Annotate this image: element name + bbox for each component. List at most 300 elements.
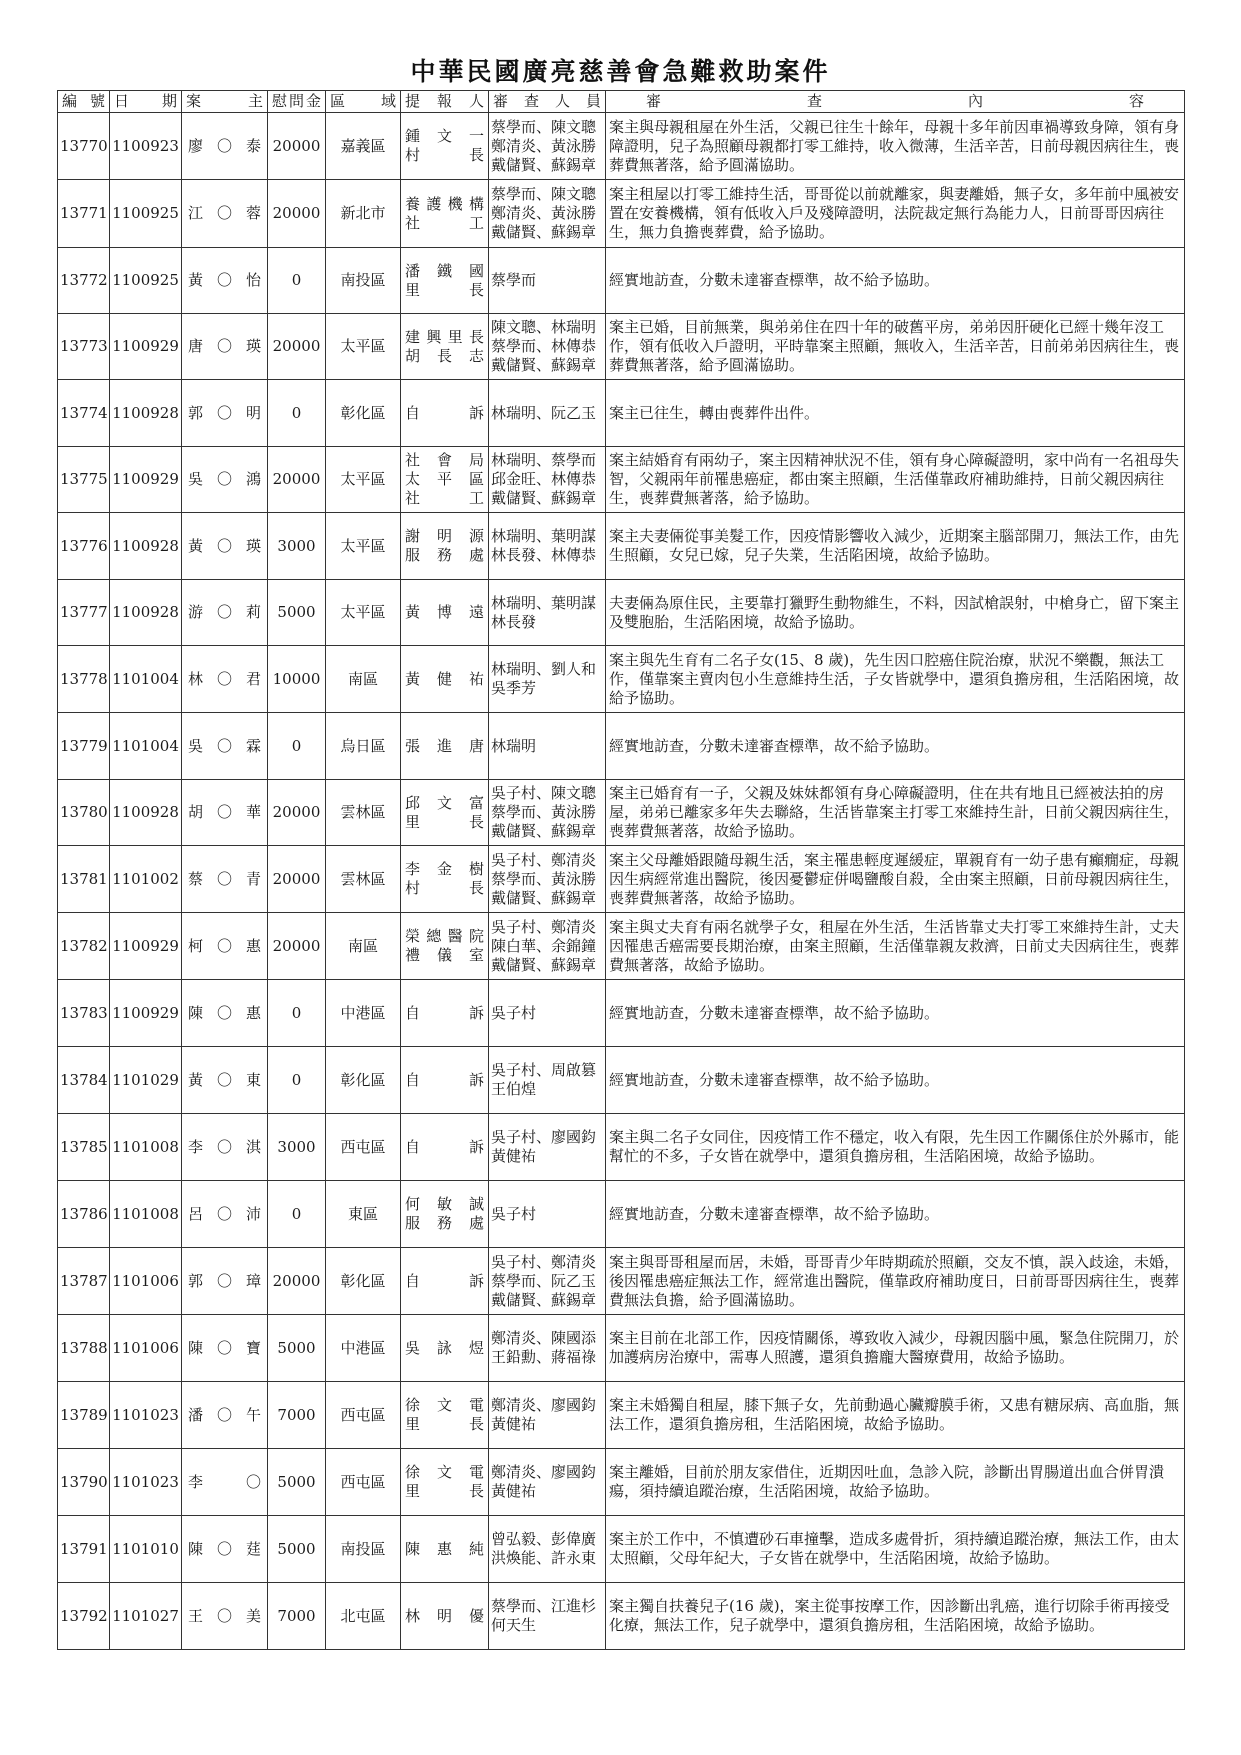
reviewer-line: 鄭清炎、廖國鈞 bbox=[491, 1463, 597, 1481]
reviewers-cell bbox=[489, 314, 606, 380]
case-date: 1101008 bbox=[110, 1181, 182, 1248]
review-content: 案主獨自扶養兒子(16 歲)，案主從事按摩工作，因診斷出乳癌，進行切除手術再接受化療，無法工作，兒子就學中，還須負擔房租，生活陷困境，故給予協助。 bbox=[606, 1583, 1185, 1650]
case-date: 1100929 bbox=[110, 447, 182, 513]
reviewer-line: 戴儲賢、蘇錫章 bbox=[491, 888, 597, 907]
case-region: 中港區 bbox=[326, 980, 401, 1047]
reviewer-line: 蔡學而、陳文聰 bbox=[491, 117, 597, 136]
reviewers-cell bbox=[489, 1516, 606, 1583]
case-region: 雲林區 bbox=[326, 780, 401, 846]
case-number: 13785 bbox=[58, 1114, 110, 1181]
relief-amount: 0 bbox=[268, 248, 326, 314]
reviewer-line: 林瑞明、劉人和 bbox=[491, 660, 597, 678]
reporter-line: 黃健祐 bbox=[405, 669, 484, 688]
reviewers-cell bbox=[489, 1583, 606, 1650]
table-row bbox=[58, 1114, 1185, 1181]
reporter-cell bbox=[401, 1114, 489, 1181]
reporter-line: 李金樹 bbox=[405, 860, 484, 878]
reporter-cell bbox=[401, 1516, 489, 1583]
case-date: 1100929 bbox=[110, 980, 182, 1047]
case-number: 13788 bbox=[58, 1315, 110, 1382]
relief-amount: 0 bbox=[268, 380, 326, 447]
table-row bbox=[58, 846, 1185, 913]
case-date: 1101004 bbox=[110, 713, 182, 780]
table-row bbox=[58, 780, 1185, 846]
applicant-name: 林〇君 bbox=[182, 646, 268, 713]
relief-cases-table bbox=[57, 90, 1185, 1650]
reporter-line: 里長 bbox=[405, 280, 484, 299]
reporter-line: 建興里長 bbox=[405, 327, 484, 346]
table-row bbox=[58, 314, 1185, 380]
reporter-cell bbox=[401, 513, 489, 580]
table-row bbox=[58, 1516, 1185, 1583]
reporter-line: 太平區 bbox=[405, 470, 484, 488]
review-content: 經實地訪查，分數未達審查標準，故不給予協助。 bbox=[606, 1047, 1185, 1114]
reporter-line: 謝明源 bbox=[405, 527, 484, 545]
relief-amount: 5000 bbox=[268, 1315, 326, 1382]
applicant-name: 陳〇惠 bbox=[182, 980, 268, 1047]
applicant-name: 潘〇午 bbox=[182, 1382, 268, 1449]
reporter-line: 里長 bbox=[405, 1482, 484, 1500]
reporter-line: 養護機構 bbox=[405, 194, 484, 213]
header-applicant: 案主 bbox=[182, 91, 268, 113]
reviewer-line: 蔡學而、林傳恭 bbox=[491, 337, 597, 355]
reporter-cell bbox=[401, 314, 489, 380]
case-number: 13784 bbox=[58, 1047, 110, 1114]
relief-amount: 20000 bbox=[268, 447, 326, 513]
reporter-line: 里長 bbox=[405, 1415, 484, 1433]
case-number: 13778 bbox=[58, 646, 110, 713]
review-content: 案主結婚育有兩幼子，案主因精神狀況不佳，領有身心障礙證明，家中尚有一名祖母失智，父親兩年前罹患癌症，都由案主照顧，生活僅靠政府補助維持，日前父親因病往生，喪葬費無著落，給予協助。 bbox=[606, 447, 1185, 513]
reviewer-line: 鄭清炎、陳國添 bbox=[491, 1329, 597, 1347]
reporter-cell bbox=[401, 846, 489, 913]
applicant-name: 郭〇璋 bbox=[182, 1248, 268, 1315]
review-content: 案主與先生育有二名子女(15、8 歲)，先生因口腔癌住院治療，狀況不樂觀，無法工作，僅靠案主賣肉包小生意維持生活，子女皆就學中，還須負擔房租，生活陷困境，故給予協助。 bbox=[606, 646, 1185, 713]
table-row bbox=[58, 1382, 1185, 1449]
review-content: 案主租屋以打零工維持生活，哥哥從以前就離家，與妻離婚，無子女，多年前中風被安置在安養機構，領有低收入戶及殘障證明，法院裁定無行為能力人，日前哥哥因病往生，無力負擔喪葬費，給予協助。 bbox=[606, 180, 1185, 248]
review-content: 夫妻倆為原住民，主要靠打獵野生動物維生，不料，因試槍誤射，中槍身亡，留下案主及雙胞胎，生活陷困境，故給予協助。 bbox=[606, 580, 1185, 646]
reviewer-line: 黃健祐 bbox=[491, 1415, 537, 1433]
reporter-line: 吳詠煜 bbox=[405, 1338, 484, 1357]
case-date: 1100925 bbox=[110, 248, 182, 314]
case-number: 13786 bbox=[58, 1181, 110, 1248]
case-date: 1100928 bbox=[110, 580, 182, 646]
case-number: 13787 bbox=[58, 1248, 110, 1315]
reporter-line: 張進唐 bbox=[405, 736, 484, 755]
reporter-cell bbox=[401, 180, 489, 248]
applicant-name: 江〇蓉 bbox=[182, 180, 268, 248]
case-date: 1100928 bbox=[110, 780, 182, 846]
reviewers-cell bbox=[489, 1181, 606, 1248]
relief-amount: 5000 bbox=[268, 1449, 326, 1516]
reporter-line: 鍾文一 bbox=[405, 127, 484, 145]
reviewer-line: 陳白華、余錦鐘 bbox=[491, 936, 597, 955]
case-date: 1100923 bbox=[110, 113, 182, 180]
reviewer-line: 戴儲賢、蘇錫章 bbox=[491, 955, 597, 974]
reviewer-line: 林長發 bbox=[491, 612, 537, 631]
relief-amount: 0 bbox=[268, 980, 326, 1047]
reporter-line: 社會局 bbox=[405, 451, 484, 469]
relief-amount: 20000 bbox=[268, 846, 326, 913]
table-row bbox=[58, 713, 1185, 780]
table-row bbox=[58, 580, 1185, 646]
review-content: 案主已婚，目前無業，與弟弟住在四十年的破舊平房，弟弟因肝硬化已經十幾年沒工作，領有低收入戶證明，平時靠案主照顧，無收入，生活辛苦，日前弟弟因病往生，喪葬費無著落，給予圓滿協助。 bbox=[606, 314, 1185, 380]
case-number: 13780 bbox=[58, 780, 110, 846]
reporter-line: 邱文富 bbox=[405, 793, 484, 812]
table-row bbox=[58, 248, 1185, 314]
reporter-cell bbox=[401, 780, 489, 846]
reviewer-line: 林瑞明 bbox=[491, 736, 537, 755]
header-date: 日期 bbox=[110, 91, 182, 113]
reporter-line: 林明優 bbox=[405, 1606, 484, 1625]
reviewer-line: 戴儲賢、蘇錫章 bbox=[491, 1290, 597, 1309]
review-content: 案主未婚獨自租屋，膝下無子女，先前動過心臟瓣膜手術，又患有糖尿病、高血脂，無法工作，還須負擔房租，生活陷困境，故給予協助。 bbox=[606, 1382, 1185, 1449]
reporter-line: 服務處 bbox=[405, 1214, 484, 1232]
case-region: 南投區 bbox=[326, 1516, 401, 1583]
reviewer-line: 林瑞明、蔡學而 bbox=[491, 451, 597, 469]
case-date: 1100925 bbox=[110, 180, 182, 248]
reporter-cell bbox=[401, 113, 489, 180]
case-date: 1101006 bbox=[110, 1248, 182, 1315]
reporter-line: 村長 bbox=[405, 879, 484, 897]
reporter-cell bbox=[401, 1449, 489, 1516]
case-region: 新北市 bbox=[326, 180, 401, 248]
case-date: 1101008 bbox=[110, 1114, 182, 1181]
applicant-name: 柯〇惠 bbox=[182, 913, 268, 980]
reporter-cell bbox=[401, 646, 489, 713]
reviewer-line: 鄭清炎、黃泳勝 bbox=[491, 204, 597, 222]
applicant-name: 王〇美 bbox=[182, 1583, 268, 1650]
relief-amount: 20000 bbox=[268, 314, 326, 380]
case-date: 1101006 bbox=[110, 1315, 182, 1382]
reporter-line: 禮儀室 bbox=[405, 946, 484, 964]
reporter-line: 自訴 bbox=[405, 1003, 484, 1022]
review-content: 經實地訪查，分數未達審查標準，故不給予協助。 bbox=[606, 248, 1185, 314]
reviewer-line: 戴儲賢、蘇錫章 bbox=[491, 822, 597, 840]
table-row bbox=[58, 913, 1185, 980]
reviewer-line: 黃健祐 bbox=[491, 1482, 537, 1500]
table-body bbox=[58, 113, 1185, 1650]
applicant-name: 黃〇怡 bbox=[182, 248, 268, 314]
review-content: 案主於工作中，不慎遭砂石車撞擊，造成多處骨折，須持續追蹤治療，無法工作，由太太照顧，父母年紀大，子女皆在就學中，生活陷困境，故給予協助。 bbox=[606, 1516, 1185, 1583]
table-header-row bbox=[58, 91, 1185, 113]
reporter-cell bbox=[401, 1181, 489, 1248]
relief-amount: 7000 bbox=[268, 1583, 326, 1650]
table-row bbox=[58, 180, 1185, 248]
case-region: 東區 bbox=[326, 1181, 401, 1248]
reporter-cell bbox=[401, 1583, 489, 1650]
reporter-line: 自訴 bbox=[405, 1271, 484, 1290]
applicant-name: 陳〇莛 bbox=[182, 1516, 268, 1583]
applicant-name: 郭〇明 bbox=[182, 380, 268, 447]
reporter-line: 徐文電 bbox=[405, 1396, 484, 1414]
case-number: 13789 bbox=[58, 1382, 110, 1449]
review-content: 經實地訪查，分數未達審查標準，故不給予協助。 bbox=[606, 1181, 1185, 1248]
reviewer-line: 吳子村、廖國鈞 bbox=[491, 1128, 597, 1146]
reviewers-cell bbox=[489, 113, 606, 180]
case-region: 西屯區 bbox=[326, 1114, 401, 1181]
case-date: 1101002 bbox=[110, 846, 182, 913]
relief-amount: 10000 bbox=[268, 646, 326, 713]
reporter-line: 社工 bbox=[405, 489, 484, 507]
case-number: 13777 bbox=[58, 580, 110, 646]
reviewer-line: 蔡學而、黃泳勝 bbox=[491, 869, 597, 888]
review-content: 經實地訪查，分數未達審查標準，故不給予協助。 bbox=[606, 980, 1185, 1047]
reporter-cell bbox=[401, 1382, 489, 1449]
review-content: 經實地訪查，分數未達審查標準，故不給予協助。 bbox=[606, 713, 1185, 780]
relief-amount: 5000 bbox=[268, 1516, 326, 1583]
reviewer-line: 吳子村 bbox=[491, 1003, 537, 1022]
reviewers-cell bbox=[489, 1315, 606, 1382]
relief-amount: 5000 bbox=[268, 580, 326, 646]
table-row bbox=[58, 1315, 1185, 1382]
applicant-name: 蔡〇青 bbox=[182, 846, 268, 913]
reviewers-cell bbox=[489, 780, 606, 846]
case-date: 1101027 bbox=[110, 1583, 182, 1650]
case-region: 彰化區 bbox=[326, 1047, 401, 1114]
reviewer-line: 戴儲賢、蘇錫章 bbox=[491, 356, 597, 374]
table-row bbox=[58, 980, 1185, 1047]
relief-amount: 20000 bbox=[268, 1248, 326, 1315]
reviewer-line: 吳季芳 bbox=[491, 679, 537, 697]
reporter-cell bbox=[401, 1315, 489, 1382]
table-row bbox=[58, 1583, 1185, 1650]
header-content: 審查內容 bbox=[606, 91, 1185, 113]
document-title: 中華民國廣亮慈善會急難救助案件 bbox=[410, 57, 831, 86]
reviewer-line: 林瑞明、阮乙玉 bbox=[491, 403, 597, 422]
case-number: 13783 bbox=[58, 980, 110, 1047]
case-region: 西屯區 bbox=[326, 1382, 401, 1449]
reviewer-line: 吳子村、鄭清炎 bbox=[491, 1252, 597, 1271]
table-row bbox=[58, 1047, 1185, 1114]
review-content: 案主與丈夫育有兩名就學子女，租屋在外生活，生活皆靠丈夫打零工來維持生計，丈夫因罹患舌癌需要長期治療，由案主照顧，生活僅靠親友救濟，日前丈夫因病往生，喪葬費無著落，故給予協助。 bbox=[606, 913, 1185, 980]
case-number: 13772 bbox=[58, 248, 110, 314]
reviewer-line: 蔡學而、黃泳勝 bbox=[491, 803, 597, 821]
reviewers-cell bbox=[489, 980, 606, 1047]
reviewers-cell bbox=[489, 646, 606, 713]
case-region: 太平區 bbox=[326, 447, 401, 513]
reviewers-cell bbox=[489, 913, 606, 980]
reporter-line: 潘鐵國 bbox=[405, 261, 484, 280]
reviewer-line: 何天生 bbox=[491, 1616, 537, 1634]
relief-amount: 0 bbox=[268, 1047, 326, 1114]
case-number: 13775 bbox=[58, 447, 110, 513]
relief-amount: 0 bbox=[268, 713, 326, 780]
review-content: 案主已往生，轉由喪葬件出件。 bbox=[606, 380, 1185, 447]
reviewer-line: 蔡學而、阮乙玉 bbox=[491, 1271, 597, 1290]
applicant-name: 李〇淇 bbox=[182, 1114, 268, 1181]
case-number: 13779 bbox=[58, 713, 110, 780]
case-number: 13790 bbox=[58, 1449, 110, 1516]
reporter-line: 社工 bbox=[405, 213, 484, 232]
reporter-line: 村長 bbox=[405, 146, 484, 164]
case-region: 烏日區 bbox=[326, 713, 401, 780]
review-content: 案主父母離婚跟隨母親生活，案主罹患輕度遲緩症，單親育有一幼子患有癲癇症，母親因生病經常進出醫院，後因憂鬱症併喝鹽酸自殺，全由案主照顧，日前母親因病往生，喪葬費無著落，故給予協助。 bbox=[606, 846, 1185, 913]
relief-amount: 20000 bbox=[268, 780, 326, 846]
case-region: 中港區 bbox=[326, 1315, 401, 1382]
review-content: 案主已婚育有一子，父親及妹妹都領有身心障礙證明，住在共有地且已經被法拍的房屋，弟弟已離家多年失去聯絡，生活皆靠案主打零工來維持生計，日前父親因病往生，喪葬費無著落，故給予協助。 bbox=[606, 780, 1185, 846]
case-date: 1101023 bbox=[110, 1382, 182, 1449]
reporter-cell bbox=[401, 380, 489, 447]
relief-amount: 0 bbox=[268, 1181, 326, 1248]
case-date: 1100928 bbox=[110, 513, 182, 580]
reporter-cell bbox=[401, 248, 489, 314]
reviewer-line: 王伯煌 bbox=[491, 1080, 537, 1098]
reporter-line: 自訴 bbox=[405, 1137, 484, 1156]
reporter-cell bbox=[401, 713, 489, 780]
reporter-line: 胡長志 bbox=[405, 346, 484, 365]
reviewer-line: 戴儲賢、蘇錫章 bbox=[491, 155, 597, 174]
reviewers-cell bbox=[489, 1047, 606, 1114]
case-date: 1100929 bbox=[110, 314, 182, 380]
reviewers-cell bbox=[489, 1449, 606, 1516]
relief-amount: 7000 bbox=[268, 1382, 326, 1449]
reporter-cell bbox=[401, 580, 489, 646]
applicant-name: 呂〇沛 bbox=[182, 1181, 268, 1248]
reviewers-cell bbox=[489, 580, 606, 646]
case-number: 13791 bbox=[58, 1516, 110, 1583]
case-region: 雲林區 bbox=[326, 846, 401, 913]
reviewers-cell bbox=[489, 248, 606, 314]
table-row bbox=[58, 1248, 1185, 1315]
reviewer-line: 吳子村 bbox=[491, 1204, 537, 1223]
reviewer-line: 戴儲賢、蘇錫章 bbox=[491, 223, 597, 241]
reviewer-line: 蔡學而 bbox=[491, 271, 537, 289]
reviewer-line: 蔡學而、陳文聰 bbox=[491, 185, 597, 203]
case-region: 太平區 bbox=[326, 314, 401, 380]
reviewer-line: 陳文聰、林瑞明 bbox=[491, 318, 597, 336]
case-region: 南區 bbox=[326, 913, 401, 980]
applicant-name: 唐〇瑛 bbox=[182, 314, 268, 380]
case-date: 1100929 bbox=[110, 913, 182, 980]
reviewer-line: 吳子村、周啟篡 bbox=[491, 1061, 597, 1079]
case-number: 13771 bbox=[58, 180, 110, 248]
reporter-cell bbox=[401, 447, 489, 513]
case-region: 南投區 bbox=[326, 248, 401, 314]
case-number: 13781 bbox=[58, 846, 110, 913]
case-region: 西屯區 bbox=[326, 1449, 401, 1516]
case-region: 嘉義區 bbox=[326, 113, 401, 180]
reviewer-line: 林瑞明、葉明謀 bbox=[491, 593, 597, 612]
case-number: 13792 bbox=[58, 1583, 110, 1650]
reviewer-line: 黃健祐 bbox=[491, 1147, 537, 1165]
reporter-line: 黃博遠 bbox=[405, 603, 484, 621]
relief-amount: 3000 bbox=[268, 513, 326, 580]
reviewers-cell bbox=[489, 1248, 606, 1315]
applicant-name: 胡〇華 bbox=[182, 780, 268, 846]
reviewers-cell bbox=[489, 713, 606, 780]
relief-amount: 20000 bbox=[268, 180, 326, 248]
reviewer-line: 林長發、林傳恭 bbox=[491, 546, 597, 564]
case-region: 彰化區 bbox=[326, 380, 401, 447]
applicant-name: 游〇莉 bbox=[182, 580, 268, 646]
applicant-name: 陳〇寶 bbox=[182, 1315, 268, 1382]
reporter-line: 何敏誠 bbox=[405, 1195, 484, 1213]
header-reviewers: 審查人員 bbox=[489, 91, 606, 113]
case-number: 13776 bbox=[58, 513, 110, 580]
header-region: 區域 bbox=[326, 91, 401, 113]
case-date: 1101023 bbox=[110, 1449, 182, 1516]
reviewer-line: 吳子村、鄭清炎 bbox=[491, 850, 597, 869]
reviewer-line: 鄭清炎、廖國鈞 bbox=[491, 1396, 597, 1414]
applicant-name: 吳〇霖 bbox=[182, 713, 268, 780]
review-content: 案主目前在北部工作，因疫情關係，導致收入減少，母親因腦中風，緊急住院開刀，於加護病房治療中，需專人照護，還須負擔龐大醫療費用，故給予協助。 bbox=[606, 1315, 1185, 1382]
case-date: 1101010 bbox=[110, 1516, 182, 1583]
reporter-cell bbox=[401, 913, 489, 980]
review-content: 案主離婚，目前於朋友家借住，近期因吐血，急診入院，診斷出胃腸道出血合併胃潰瘍，須持續追蹤治療，生活陷困境，故給予協助。 bbox=[606, 1449, 1185, 1516]
reporter-cell bbox=[401, 1248, 489, 1315]
reviewers-cell bbox=[489, 180, 606, 248]
reviewers-cell bbox=[489, 447, 606, 513]
applicant-name: 黃〇東 bbox=[182, 1047, 268, 1114]
reviewers-cell bbox=[489, 380, 606, 447]
table-row bbox=[58, 113, 1185, 180]
reporter-line: 自訴 bbox=[405, 403, 484, 422]
header-reporter: 提報人 bbox=[401, 91, 489, 113]
case-number: 13770 bbox=[58, 113, 110, 180]
reviewers-cell bbox=[489, 513, 606, 580]
case-region: 太平區 bbox=[326, 580, 401, 646]
reviewers-cell bbox=[489, 846, 606, 913]
header-num: 編號 bbox=[58, 91, 110, 113]
review-content: 案主與二名子女同住，因疫情工作不穩定，收入有限，先生因工作關係住於外縣市，能幫忙的不多，子女皆在就學中，還須負擔房租，生活陷困境，故給予協助。 bbox=[606, 1114, 1185, 1181]
reporter-line: 自訴 bbox=[405, 1070, 484, 1089]
case-date: 1100928 bbox=[110, 380, 182, 447]
table-row bbox=[58, 1181, 1185, 1248]
review-content: 案主與母親租屋在外生活，父親已往生十餘年，母親十多年前因車禍導致身障，領有身障證明，兒子為照顧母親都打零工維持，收入微薄，生活辛苦，日前母親因病往生，喪葬費無著落，給予圓滿協助。 bbox=[606, 113, 1185, 180]
case-date: 1101029 bbox=[110, 1047, 182, 1114]
case-number: 13773 bbox=[58, 314, 110, 380]
reviewers-cell bbox=[489, 1114, 606, 1181]
case-number: 13782 bbox=[58, 913, 110, 980]
table-row bbox=[58, 380, 1185, 447]
table-row bbox=[58, 1449, 1185, 1516]
reporter-line: 徐文電 bbox=[405, 1463, 484, 1481]
reviewer-line: 蔡學而、江進杉 bbox=[491, 1597, 597, 1615]
reviewer-line: 吳子村、鄭清炎 bbox=[491, 917, 597, 936]
reviewer-line: 洪煥能、許永東 bbox=[491, 1549, 597, 1567]
case-number: 13774 bbox=[58, 380, 110, 447]
applicant-name: 李 〇 bbox=[182, 1449, 268, 1516]
case-region: 彰化區 bbox=[326, 1248, 401, 1315]
table-row bbox=[58, 513, 1185, 580]
reporter-line: 里長 bbox=[405, 812, 484, 831]
reviewer-line: 王鉛勳、蔣福祿 bbox=[491, 1348, 597, 1366]
applicant-name: 廖〇泰 bbox=[182, 113, 268, 180]
reviewers-cell bbox=[489, 1382, 606, 1449]
reviewer-line: 鄭清炎、黃泳勝 bbox=[491, 136, 597, 155]
case-region: 太平區 bbox=[326, 513, 401, 580]
applicant-name: 黃〇瑛 bbox=[182, 513, 268, 580]
case-date: 1101004 bbox=[110, 646, 182, 713]
case-region: 南區 bbox=[326, 646, 401, 713]
case-region: 北屯區 bbox=[326, 1583, 401, 1650]
review-content: 案主與哥哥租屋而居，未婚，哥哥青少年時期疏於照顧，交友不慎，誤入歧途，未婚，後因罹患癌症無法工作，經常進出醫院，僅靠政府補助度日，日前哥哥因病往生，喪葬費無法負擔，給予圓滿協助。 bbox=[606, 1248, 1185, 1315]
reporter-line: 陳惠純 bbox=[405, 1539, 484, 1558]
reviewer-line: 戴儲賢、蘇錫章 bbox=[491, 489, 597, 507]
reviewer-line: 吳子村、陳文聰 bbox=[491, 784, 597, 802]
reviewer-line: 曾弘毅、彭偉廣 bbox=[491, 1530, 597, 1548]
applicant-name: 吳〇鴻 bbox=[182, 447, 268, 513]
relief-amount: 3000 bbox=[268, 1114, 326, 1181]
reporter-cell bbox=[401, 980, 489, 1047]
table-row bbox=[58, 646, 1185, 713]
table-row bbox=[58, 447, 1185, 513]
reviewer-line: 邱金旺、林傳恭 bbox=[491, 470, 597, 488]
reporter-line: 服務處 bbox=[405, 546, 484, 564]
relief-amount: 20000 bbox=[268, 913, 326, 980]
reviewer-line: 林瑞明、葉明謀 bbox=[491, 527, 597, 545]
reporter-line: 榮總醫院 bbox=[405, 927, 484, 945]
